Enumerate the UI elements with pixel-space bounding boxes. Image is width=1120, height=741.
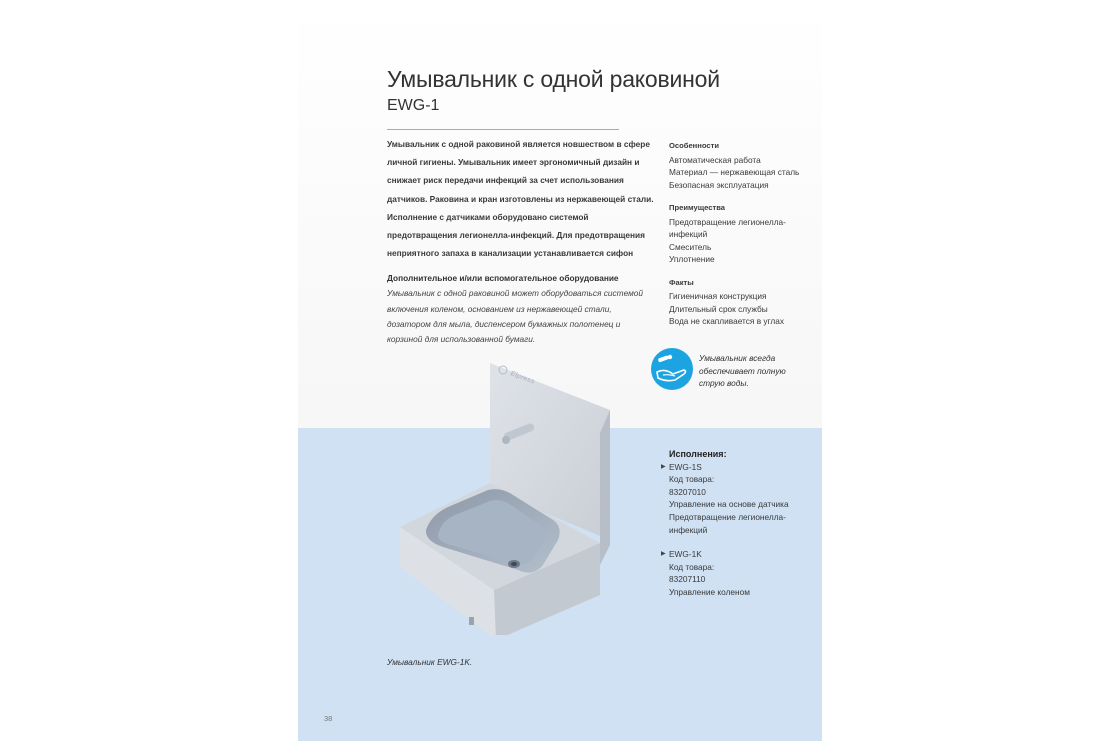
advantage-item: инфекций: [669, 229, 708, 239]
feature-item: Безопасная эксплуатация: [669, 179, 769, 190]
sink-product-image: [393, 355, 623, 635]
fact-item: Длительный срок службы: [669, 303, 768, 314]
extra-equipment-text: Умывальник с одной раковиной может оборудоваться системой включения коленом, основанием из нержавеющей стали, дозатором для мыла, диспенсером бумажных полотенец и корзиной для использованной бумаги.: [387, 288, 644, 345]
facts-heading: Факты: [669, 277, 694, 287]
variant-note: Управление коленом: [669, 586, 750, 597]
document-page: [298, 0, 822, 741]
image-caption: Умывальник EWG-1K.: [387, 657, 473, 667]
feature-item: Автоматическая работа: [669, 154, 761, 165]
advantage-item: Уплотнение: [669, 254, 715, 264]
hand-water-icon: [651, 348, 693, 390]
fact-item: Вода не скапливается в углах: [669, 316, 785, 326]
triangle-bullet-icon: ▶: [661, 463, 666, 470]
features-section: [669, 140, 819, 191]
divider: [387, 129, 619, 130]
code-label: Код товара:: [669, 474, 715, 485]
variant-note: Управление на основе датчика: [669, 499, 789, 510]
variant-name: EWG-1K: [669, 549, 702, 560]
variants-section: [661, 448, 814, 599]
variants-heading: Исполнения:: [669, 449, 727, 459]
advantage-item: Смеситель: [669, 241, 712, 252]
right-info-column: [669, 140, 819, 328]
product-code: 83207010: [669, 486, 706, 497]
variant-ewg-1s: [661, 461, 814, 537]
feature-item: Материал — нержавеющая сталь: [669, 167, 800, 177]
variant-name: EWG-1S: [669, 461, 702, 472]
variant-note: Предотвращение легионелла-: [669, 511, 786, 522]
callout-line: струю воды.: [699, 378, 749, 389]
advantage-item: Предотвращение легионелла-: [669, 216, 786, 227]
callout-line: Умывальник всегда: [699, 353, 776, 363]
model-subtitle: EWG-1: [387, 97, 440, 114]
brand-logo-text: Elpress: [509, 370, 536, 386]
extra-equipment-heading: Дополнительное и/или вспомогательное оборудование: [387, 273, 619, 284]
advantages-heading: Преимущества: [669, 203, 725, 212]
page-number: 38: [324, 714, 333, 723]
product-code: 83207110: [669, 574, 706, 585]
triangle-bullet-icon: ▶: [661, 551, 666, 558]
advantages-section: [669, 202, 819, 266]
callout-line: обеспечивает полную: [699, 365, 786, 376]
facts-section: [669, 277, 819, 328]
fact-item: Гигиеничная конструкция: [669, 291, 767, 301]
page-title: Умывальник с одной раковиной: [387, 66, 720, 92]
intro-paragraph: Умывальник с одной раковиной является новшеством в сфере личной гигиены. Умывальник имеет эргономичный дизайн и снижает риск передачи инфекций за счет использования датчиков. Раковина и кран изготовлены из нержавеющей стали. Исполнение с датчиками оборудовано системой предотвращения легионелла-инфекций. Для предотвращения неприятного запаха в канализации устанавливается сифон: [387, 139, 654, 259]
callout-text: [699, 352, 786, 390]
variant-ewg-1k: [661, 548, 814, 598]
variant-note: инфекций: [669, 524, 708, 535]
left-text-column: [387, 135, 655, 348]
code-label: Код товара:: [669, 561, 715, 572]
features-heading: Особенности: [669, 141, 720, 150]
